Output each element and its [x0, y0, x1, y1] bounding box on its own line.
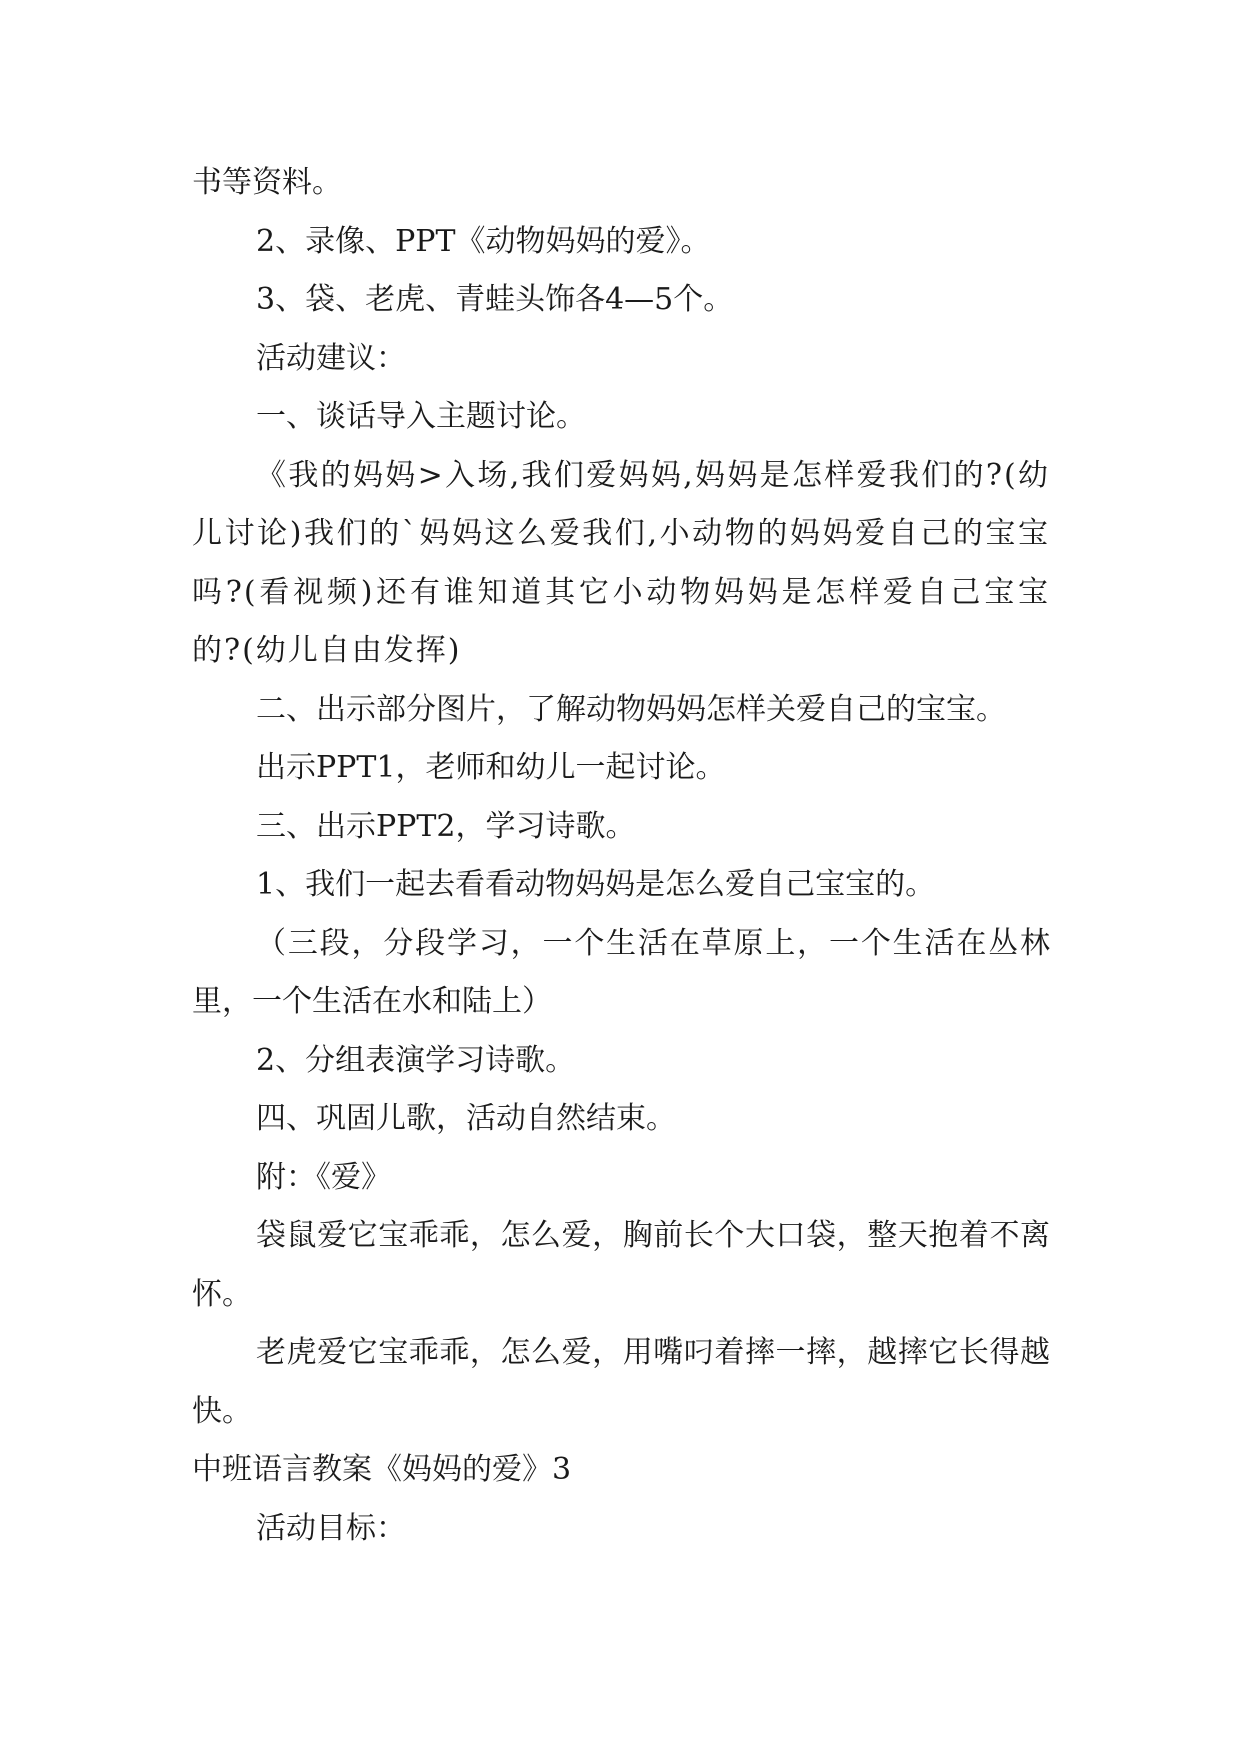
step-heading-four: 四、巩固儿歌，活动自然结束。 — [256, 1101, 676, 1136]
poem-stanza-kangaroo: 袋鼠爱它宝乖乖，怎么爱，胸前长个大口袋，整天抱着不离怀。 — [192, 1218, 1050, 1312]
appendix-title: 附：《爱》 — [256, 1159, 391, 1195]
paragraph-material-video: 2、录像、PPT《动物妈妈的爱》。 — [256, 223, 711, 259]
step-heading-two: 二、出示部分图片，了解动物妈妈怎样关爱自己的宝宝。 — [256, 691, 1006, 727]
paragraph-watch-animals: 1、我们一起去看看动物妈妈是怎么爱自己宝宝的。 — [256, 867, 936, 902]
section-heading-activity-suggestions: 活动建议： — [256, 340, 406, 376]
paragraph-material-headwear: 3、袋、老虎、青蛙头饰各4—5个。 — [256, 282, 734, 317]
paragraph-three-sections: （三段，分段学习，一个生活在草原上，一个生活在丛林里，一个生活在水和陆上） — [192, 925, 1050, 1019]
poem-stanza-tiger: 老虎爱它宝乖乖，怎么爱，用嘴叼着摔一摔，越摔它长得越快。 — [192, 1335, 1050, 1429]
document-body — [192, 154, 1050, 1558]
section-heading-activity-goals: 活动目标： — [256, 1510, 406, 1546]
paragraph-group-performance: 2、分组表演学习诗歌。 — [256, 1042, 576, 1078]
lesson-title-3: 中班语言教案《妈妈的爱》3 — [192, 1452, 572, 1487]
step-heading-three: 三、出示PPT2，学习诗歌。 — [256, 808, 636, 844]
paragraph-materials-end: 书等资料。 — [192, 165, 342, 200]
paragraph-show-ppt1: 出示PPT1，老师和幼儿一起讨论。 — [256, 750, 726, 785]
step-heading-one: 一、谈话导入主题讨论。 — [256, 399, 586, 434]
paragraph-discussion: 《我的妈妈>入场,我们爱妈妈,妈妈是怎样爱我们的?(幼儿讨论)我们的`妈妈这么爱我们,小动物的妈妈爱自己的宝宝吗?(看视频)还有谁知道其它小动物妈妈是怎样爱自己宝宝的?(幼儿自由发挥) — [192, 457, 1050, 668]
